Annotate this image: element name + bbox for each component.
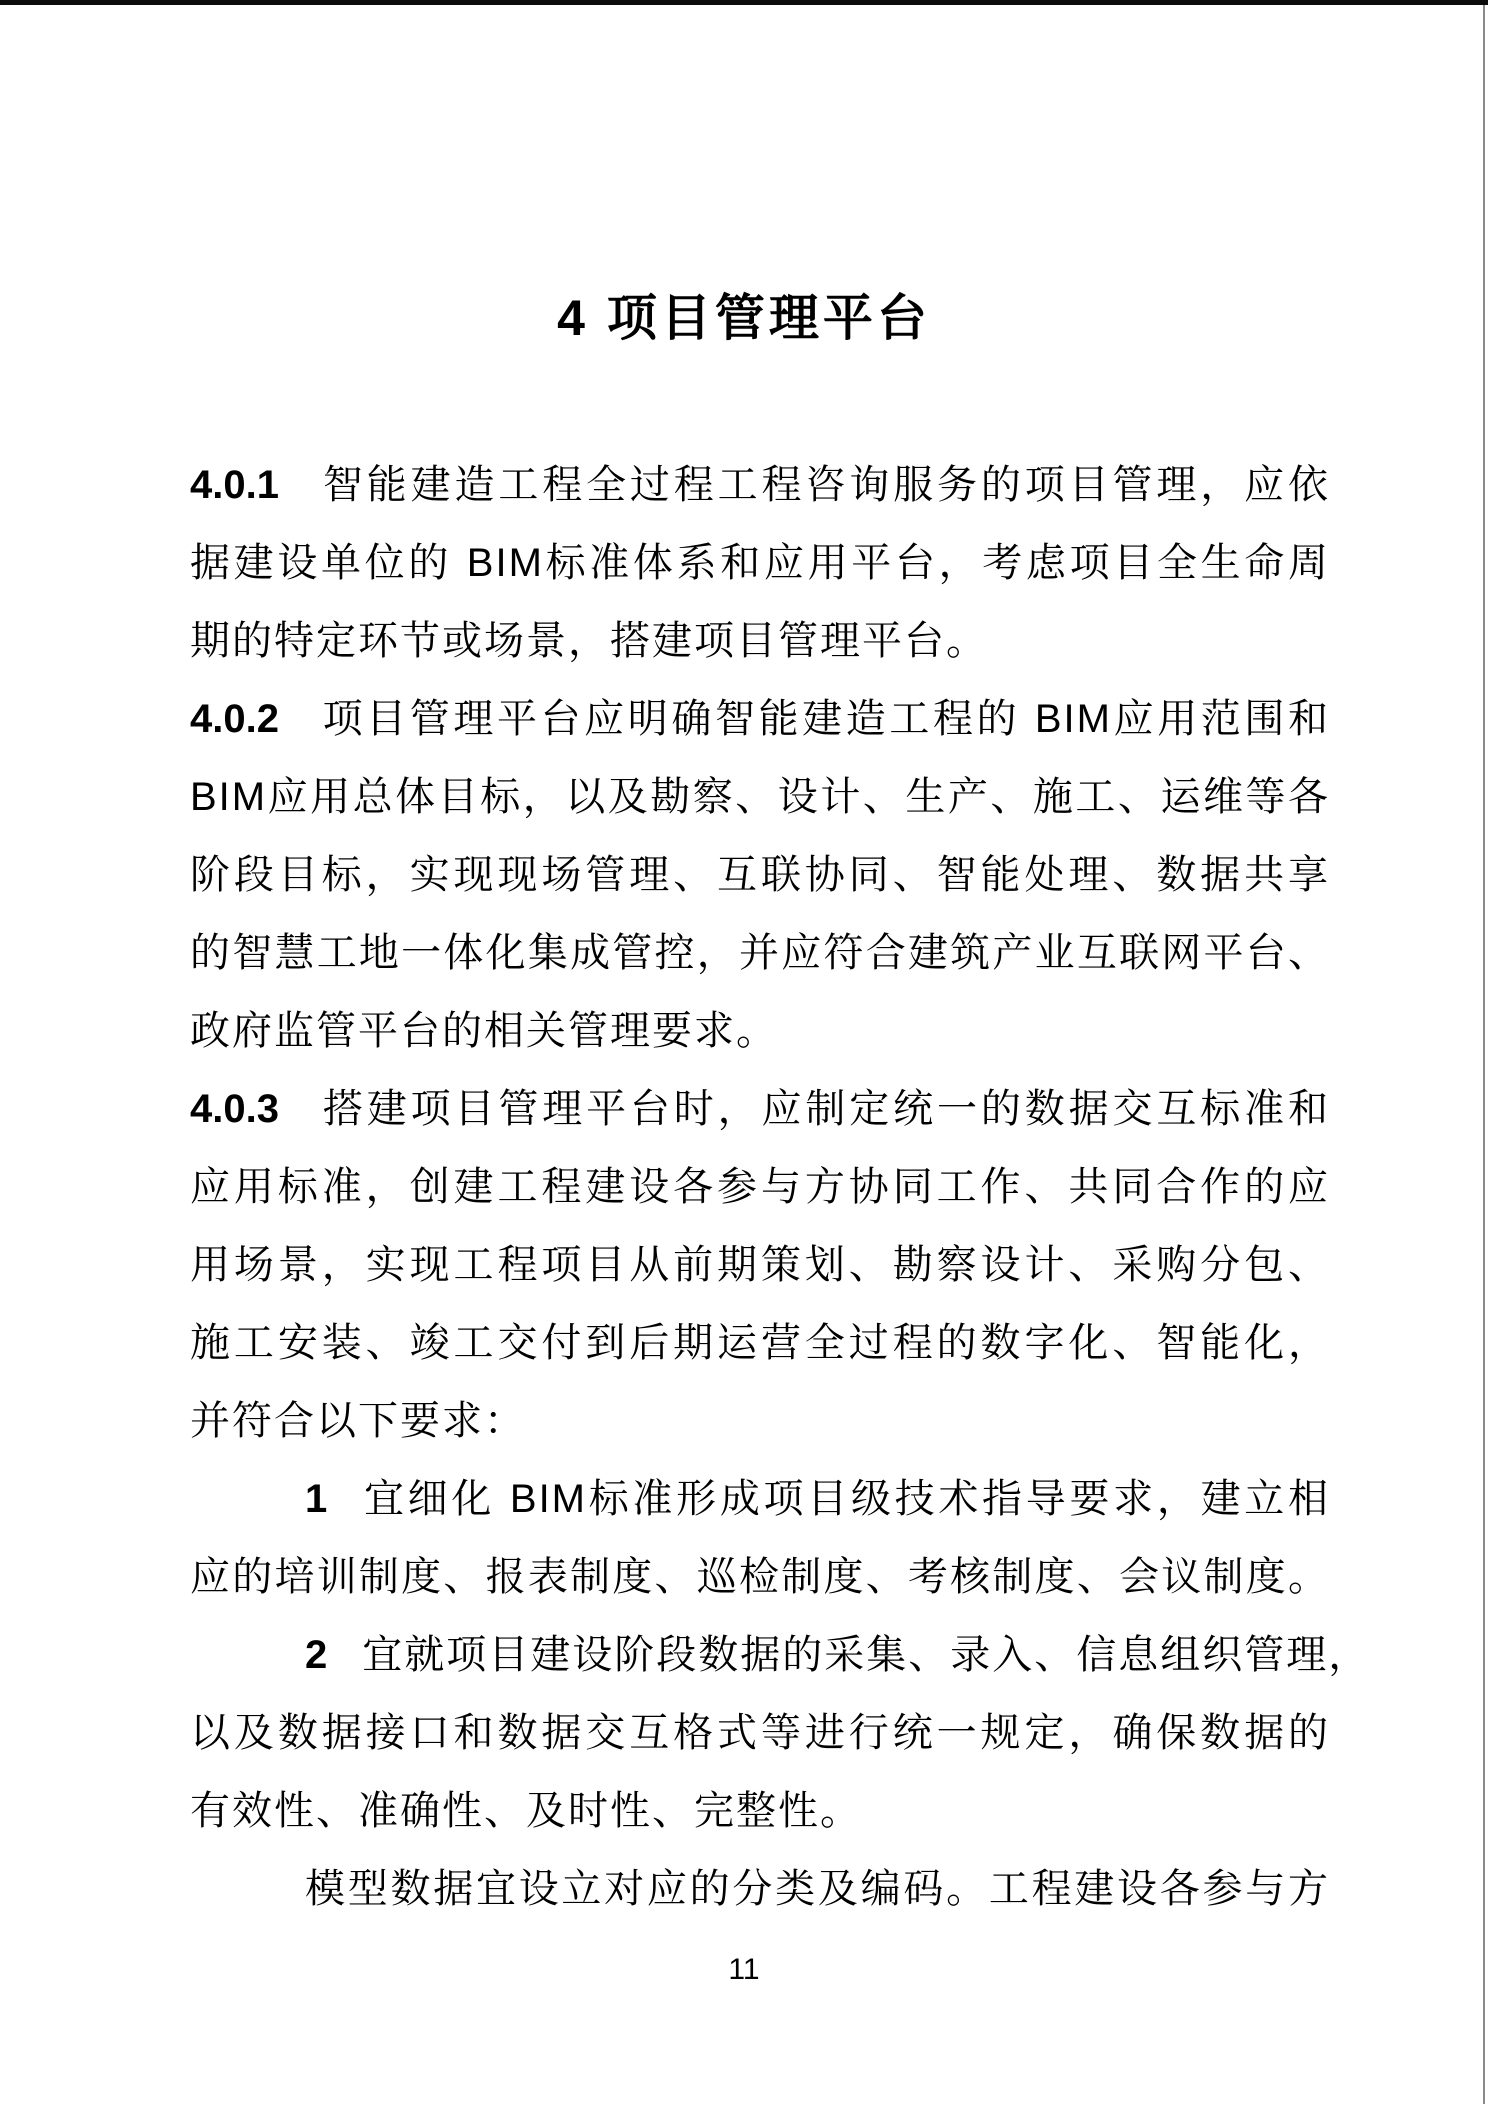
- text-line: [190, 1772, 1330, 1850]
- line-text: 有效性、准确性、及时性、完整性。: [190, 1789, 862, 1833]
- line-text: 宜就项目建设阶段数据的采集、录入、信息组织管理，: [362, 1633, 1371, 1677]
- line-text: 智能建造工程全过程工程咨询服务的项目管理，应依: [320, 463, 1330, 507]
- text-line: [190, 1616, 1371, 1694]
- text-line: [190, 1304, 1330, 1382]
- line-text: 模型数据宜设立对应的分类及编码。工程建设各参与方: [305, 1867, 1330, 1911]
- item-number: 1: [305, 1477, 328, 1521]
- text-line: [190, 680, 1330, 758]
- line-text: 的智慧工地一体化集成管控，并应符合建筑产业互联网平台、: [190, 931, 1330, 975]
- text-line: [190, 524, 1330, 602]
- line-text: 据建设单位的 BIM标准体系和应用平台，考虑项目全生命周: [190, 541, 1330, 585]
- clause-number: 4.0.1: [190, 463, 279, 507]
- text-line: [190, 1226, 1330, 1304]
- line-text: 阶段目标，实现现场管理、互联协同、智能处理、数据共享: [190, 853, 1330, 897]
- clause-number: 4.0.3: [190, 1087, 279, 1131]
- text-line: [190, 1460, 1330, 1538]
- item-number: 2: [305, 1633, 328, 1677]
- text-line: [190, 914, 1330, 992]
- text-line: [190, 1070, 1330, 1148]
- text-line: [190, 992, 1330, 1070]
- text-line: [190, 1694, 1330, 1772]
- text-line: [190, 602, 1330, 680]
- line-text: 施工安装、竣工交付到后期运营全过程的数字化、智能化，: [190, 1321, 1330, 1365]
- line-text: 应的培训制度、报表制度、巡检制度、考核制度、会议制度。: [190, 1555, 1330, 1599]
- line-text: 用场景，实现工程项目从前期策划、勘察设计、采购分包、: [190, 1243, 1330, 1287]
- line-text: BIM应用总体目标，以及勘察、设计、生产、施工、运维等各: [190, 775, 1330, 819]
- line-text: 宜细化 BIM标准形成项目级技术指导要求，建立相: [362, 1477, 1330, 1521]
- text-line: [190, 446, 1330, 524]
- text-line: [190, 836, 1330, 914]
- page-title: 4 项目管理平台: [557, 290, 931, 346]
- text-line: [190, 1148, 1330, 1226]
- text-line: [190, 1382, 1330, 1460]
- page-top-border: [0, 0, 1488, 5]
- document-body: [0, 348, 1488, 1928]
- line-text: 期的特定环节或场景，搭建项目管理平台。: [190, 619, 988, 663]
- text-line: [190, 1538, 1330, 1616]
- page-number: 11: [728, 1953, 760, 1986]
- text-line: [190, 1850, 1330, 1928]
- line-text: 以及数据接口和数据交互格式等进行统一规定，确保数据的: [190, 1711, 1330, 1755]
- line-text: 应用标准，创建工程建设各参与方协同工作、共同合作的应: [190, 1165, 1330, 1209]
- line-text: 项目管理平台应明确智能建造工程的 BIM应用范围和: [320, 697, 1330, 741]
- text-line: [190, 758, 1330, 836]
- page-right-border: [1483, 5, 1485, 2104]
- clause-number: 4.0.2: [190, 697, 279, 741]
- line-text: 政府监管平台的相关管理要求。: [190, 1009, 778, 1053]
- line-text: 搭建项目管理平台时，应制定统一的数据交互标准和: [320, 1087, 1330, 1131]
- line-text: 并符合以下要求：: [190, 1399, 526, 1443]
